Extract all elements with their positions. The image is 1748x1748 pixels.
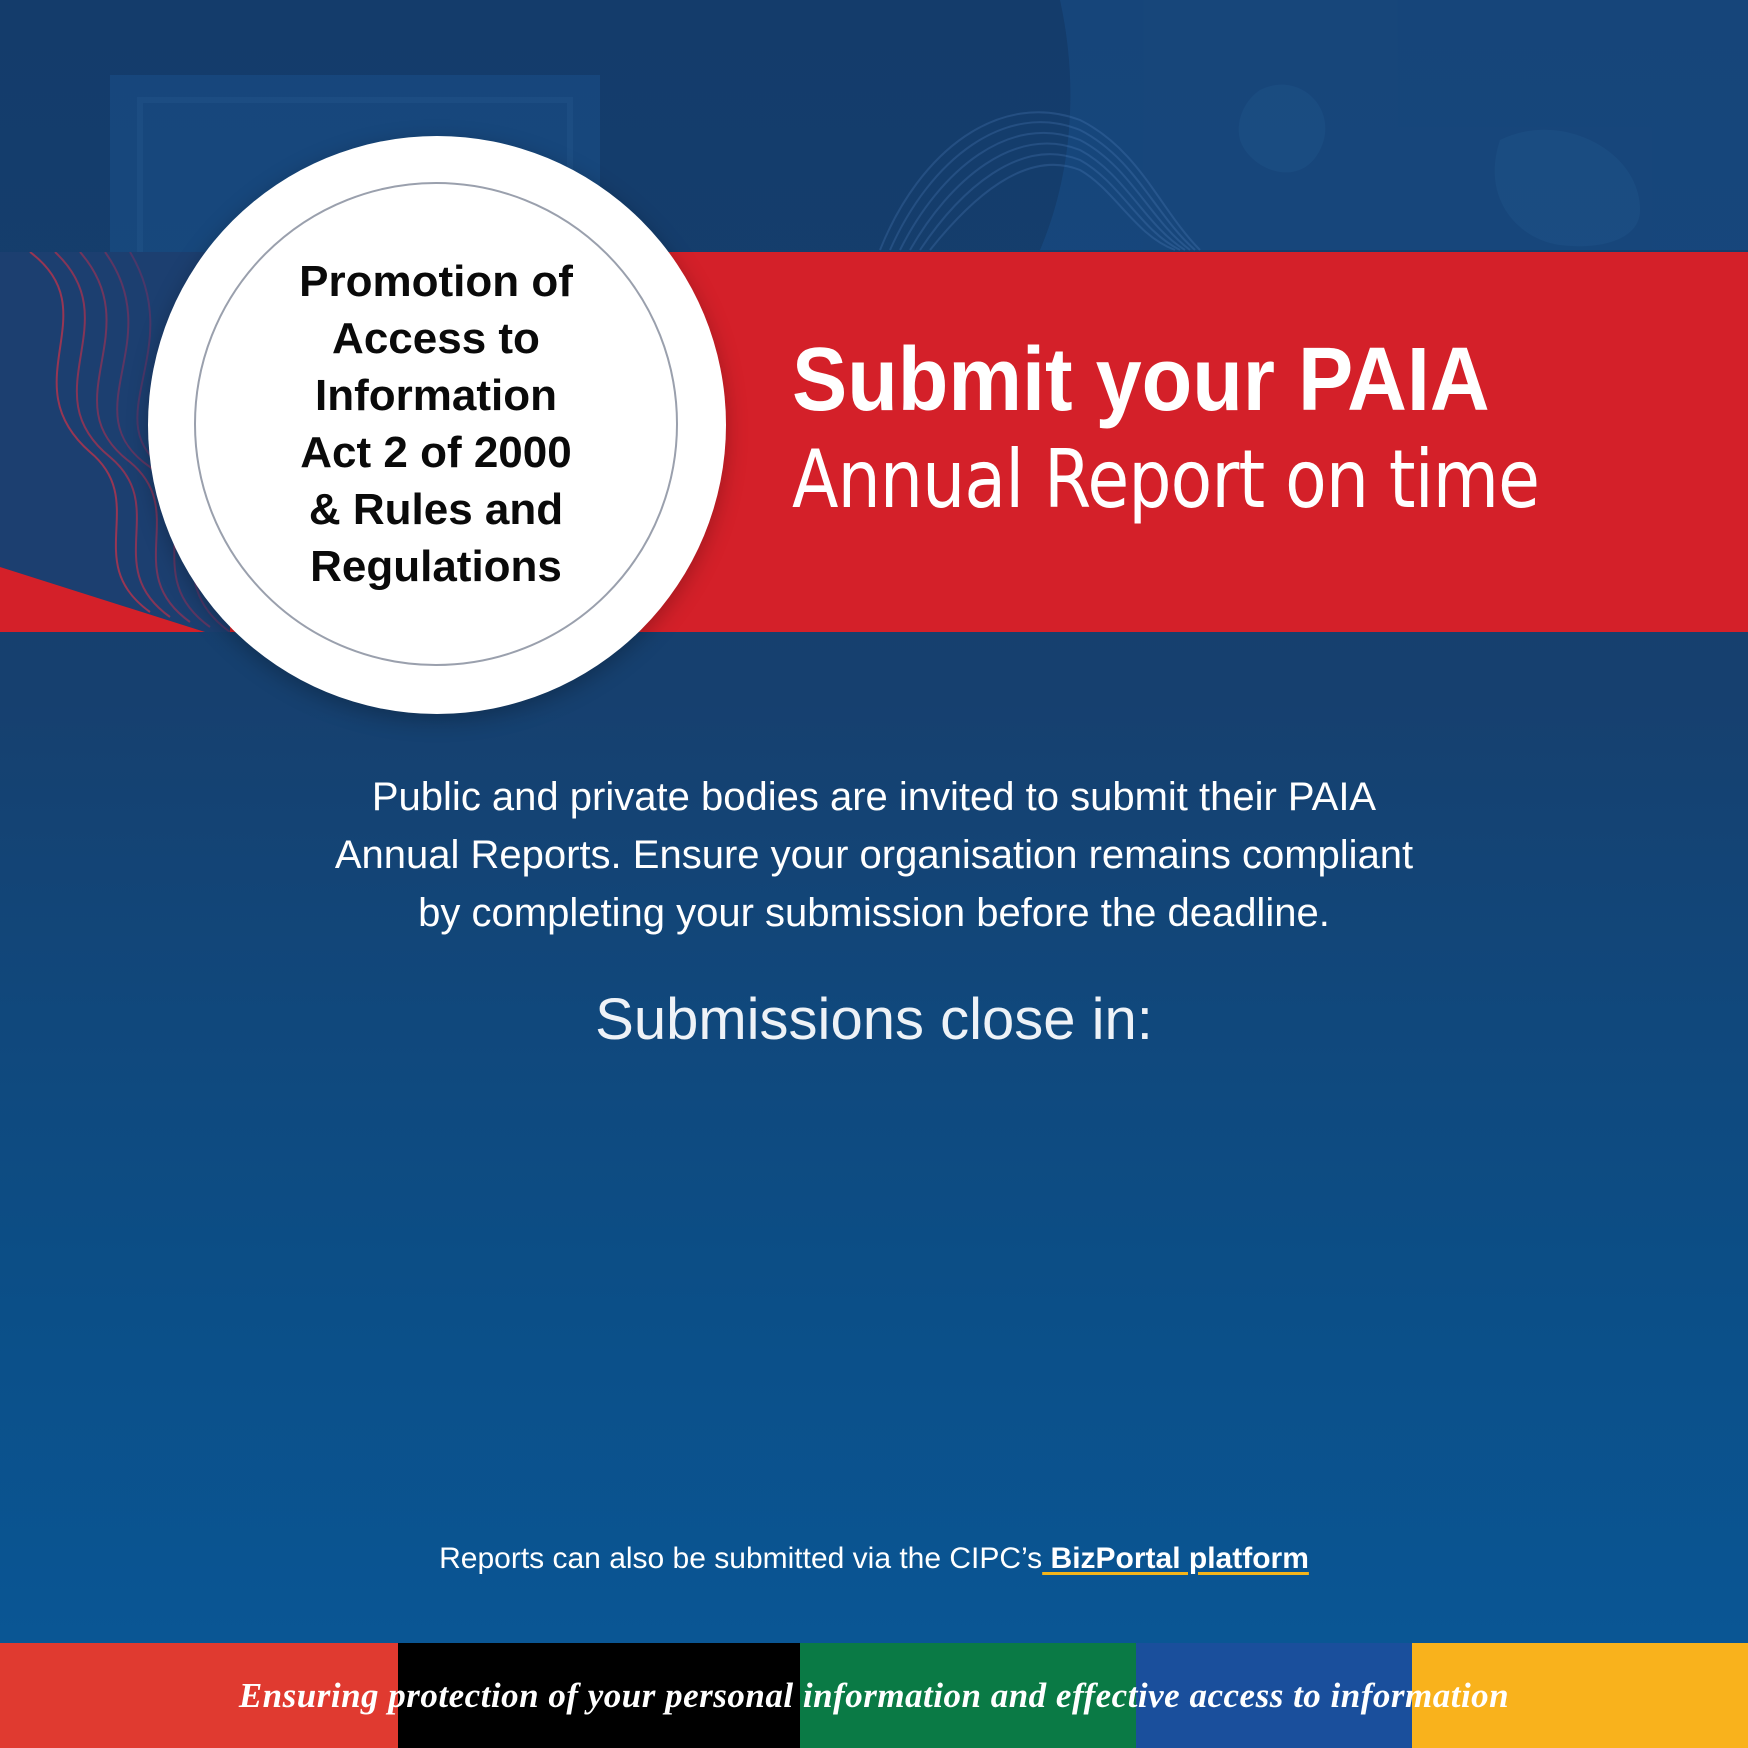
act-title-line: Promotion of (299, 257, 573, 306)
intro-line: Public and private bodies are invited to submit their PAIA (371, 775, 1377, 819)
bizportal-link[interactable]: BizPortal platform (1042, 1542, 1309, 1575)
act-title-line: Access to (332, 314, 540, 363)
countdown-area (374, 1080, 1374, 1460)
headline-strong: Submit your PAIA (792, 330, 1490, 430)
countdown-label: Submissions close in: (595, 987, 1153, 1052)
bizportal-note (274, 1536, 1474, 1582)
footer-bar (0, 1643, 1748, 1748)
act-seal-ring (194, 182, 678, 666)
act-title (256, 253, 616, 595)
intro-line: Annual Reports. Ensure your organisation remains compliant (334, 833, 1414, 877)
intro-line: by completing your submission before the deadline. (418, 891, 1330, 935)
act-title-line: Act 2 of 2000 (300, 428, 572, 477)
act-title-line: Information (315, 371, 557, 420)
act-title-line: Regulations (310, 542, 562, 591)
intro-paragraph (274, 768, 1474, 942)
act-seal-circle (148, 136, 726, 714)
page-headline (792, 330, 1732, 530)
act-title-line: & Rules and (308, 485, 564, 534)
bizportal-note-text: Reports can also be submitted via the CIPC’s (439, 1542, 1043, 1575)
headline-light: Annual Report on time (792, 433, 1540, 526)
footer-tagline: Ensuring protection of your personal information and effective access to information (238, 1675, 1510, 1715)
